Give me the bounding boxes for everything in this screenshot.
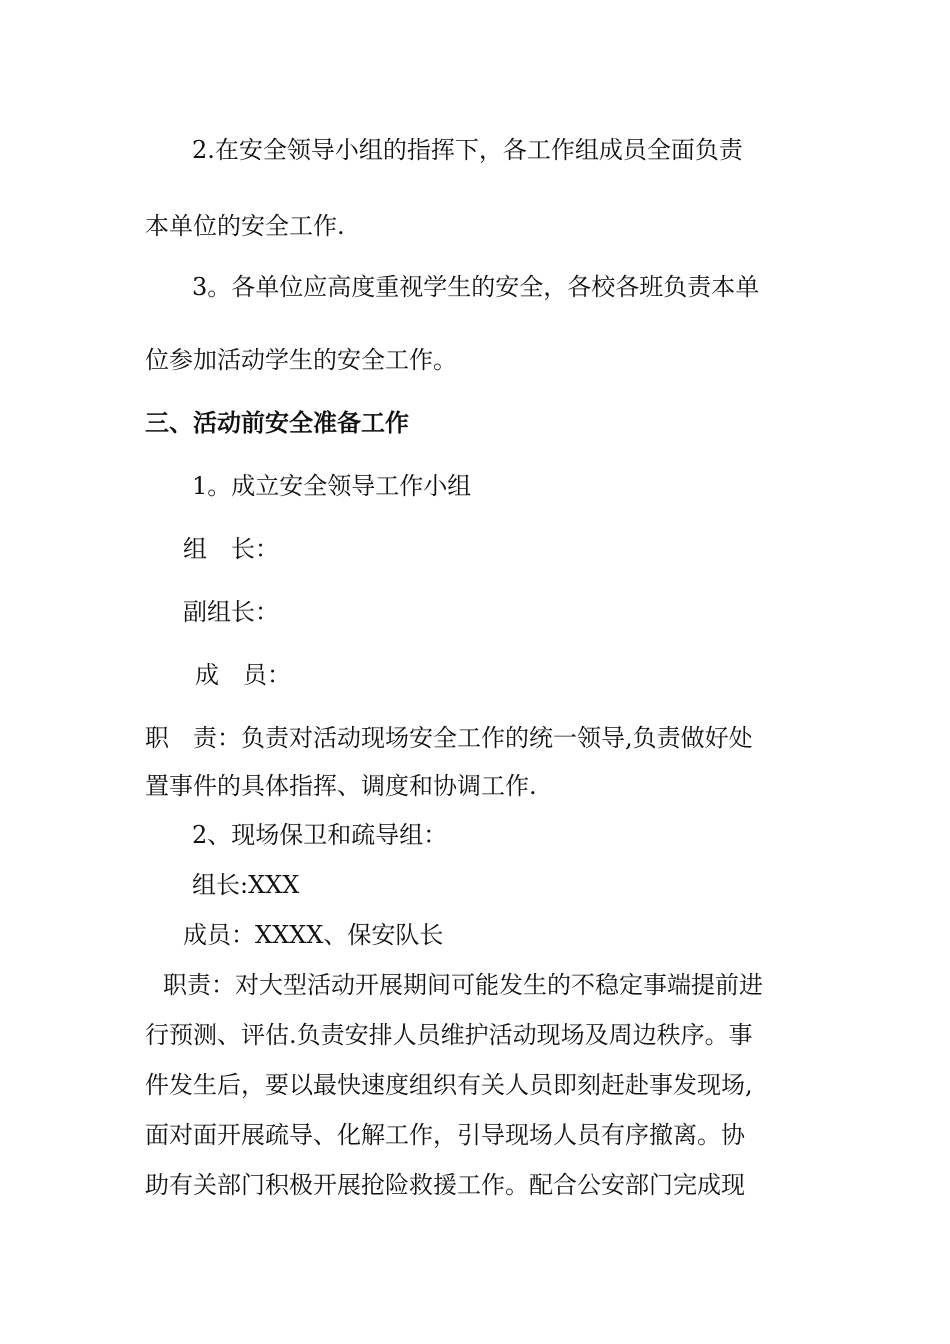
paragraph-line: 2、现场保卫和疏导组：	[192, 821, 448, 849]
paragraph-line: 本单位的安全工作.	[145, 212, 345, 240]
paragraph-line: 助有关部门积极开展抢险救援工作。配合公安部门完成现	[145, 1171, 745, 1199]
paragraph-line: 2.在安全领导小组的指挥下，各工作组成员全面负责	[192, 136, 743, 164]
paragraph-line: 职 责：负责对活动现场安全工作的统一领导,负责做好处	[145, 724, 753, 752]
paragraph-line: 位参加活动学生的安全工作。	[145, 346, 457, 374]
role-label-members: 成 员：	[195, 661, 291, 689]
paragraph-line: 置事件的具体指挥、调度和协调工作.	[145, 772, 537, 800]
paragraph-line: 面对面开展疏导、化解工作，引导现场人员有序撤离。协	[145, 1121, 745, 1149]
paragraph-line: 职责：对大型活动开展期间可能发生的不稳定事端提前进	[163, 971, 763, 999]
role-label-leader: 组 长：	[183, 535, 279, 563]
paragraph-line: 件发生后，要以最快速度组织有关人员即刻赶赴事发现场,	[145, 1071, 753, 1099]
role-label-deputy: 副组长：	[183, 598, 279, 626]
paragraph-line: 行预测、评估.负责安排人员维护活动现场及周边秩序。事	[145, 1021, 753, 1049]
role-label-leader: 组长:XXX	[192, 871, 300, 899]
paragraph-line: 3。各单位应高度重视学生的安全，各校各班负责本单	[192, 273, 760, 301]
paragraph-line: 1。成立安全领导工作小组	[192, 472, 472, 500]
role-label-members: 成员：XXXX、保安队长	[183, 921, 444, 949]
section-heading: 三、活动前安全准备工作	[145, 409, 409, 437]
